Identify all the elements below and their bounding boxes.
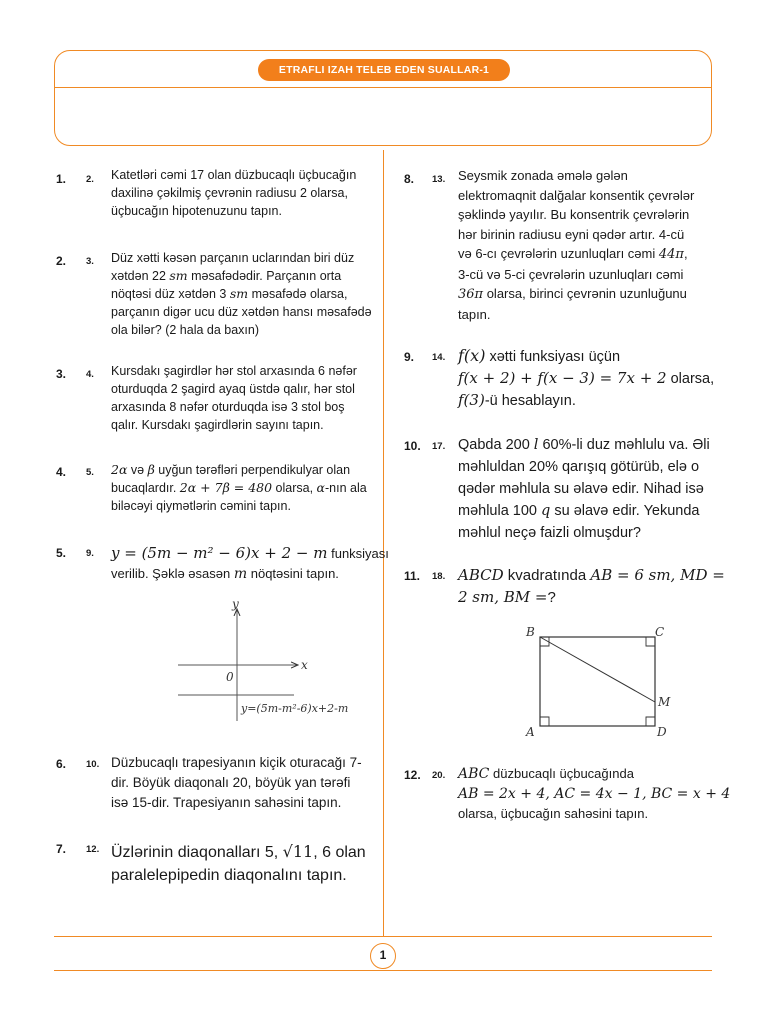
question-number: 7. [56, 842, 67, 856]
question-source-number: 2. [86, 174, 94, 185]
question-text: Düz xətti kəsən parçanın uclarından biri düz xətdən 22 sm məsafədədir. Parçanın orta nöqtəsi düz xətdən 3 sm məsafədə olarsa, parçanın digər ucu düz xətdən hansı məsafədə ola bilər? (2 hala da baxın) [111, 251, 372, 337]
header-box [54, 50, 712, 146]
question-text: Seysmik zonada əmələ gələn elektromaqnit dalğalar konsentik çevrələr şəklində yayılır. Bu konsentrik çevrələrin hər birinin radiusu eyni qədər artır. 4-cü və 6-cı çevrələrin uzunluqları cəmi 44π, 3-cü və 5-ci çevrələrin uzunluqları cəmi 36π olarsa, birinci çevrənin uzunluğunu tapın. [458, 168, 695, 322]
function-label: y=(5m-m²-6)x+2-m [241, 702, 349, 715]
footer-line-top [54, 936, 712, 937]
question-number: 2. [56, 254, 67, 268]
header-title: ETRAFLI IZAH TELEB EDEN SUALLAR-1 [258, 59, 510, 81]
square-abcd [540, 637, 655, 726]
question-number: 1. [56, 172, 67, 186]
question-number: 10. [404, 439, 421, 453]
question-text: Düzbucaqlı trapesiyanın kiçik oturacağı 7- dir. Böyük diaqonalı 20, böyük yan tərəfi isə 15-dir. Trapesiyanın sahəsini tapın. [111, 755, 362, 810]
segment-bm [540, 637, 655, 702]
question-text: f(x) xətti funksiyası üçün f(x + 2) + f(x − 3) = 7x + 2 olarsa, f(3)-ü hesablayın. [458, 346, 715, 409]
question-number: 5. [56, 546, 67, 560]
question-text: Üzlərinin diaqonalları 5, √11, 6 olan paralelepipedin diaqonalını tapın. [111, 842, 366, 884]
function-graph [170, 595, 370, 725]
right-angle-a [540, 717, 549, 726]
question-text: ABC düzbucaqlı üçbucağında AB = 2x + 4, AC = 4x − 1, BC = x + 4 olarsa, üçbucağın sahəsini tapın. [458, 766, 731, 821]
question-text: Katetləri cəmi 17 olan düzbucaqlı üçbucağın daxilinə çəkilmiş çevrənin radiusu 2 olarsa, üçbucağın hipotenuzunu tapın. [111, 168, 357, 218]
question-number: 9. [404, 350, 415, 364]
question-text: ABCD kvadratında AB = 6 sm, MD = 2 sm, BM =? [458, 566, 725, 606]
label-d: D [657, 725, 667, 739]
question-source-number: 14. [432, 352, 446, 363]
right-angle-d [646, 717, 655, 726]
question-text: Kursdakı şagirdlər hər stol arxasında 6 nəfər oturduqda 2 şagird ayaq üstdə qalır, hər stol arxasında 8 nəfər oturduqda isə 3 stol boş qalır. Kursdakı şagirdlərin sayını tapın. [111, 364, 357, 432]
header-divider [55, 87, 711, 88]
question-source-number: 10. [86, 759, 100, 770]
label-m: M [658, 695, 671, 709]
footer-line-bottom [54, 970, 712, 971]
label-b: B [526, 625, 535, 639]
square-figure [520, 622, 700, 744]
question-text: Qabda 200 l 60%-li duz məhlulu va. Əli məhluldan 20% qarışıq götürüb, elə o qədər məhlula su əlavə edir. Nihad isə məhlula 100 q su əlavə edir. Yekunda məhlul neçə faizli olmuşdur? [458, 437, 710, 541]
origin-label: 0 [226, 670, 234, 684]
question-source-number: 5. [86, 467, 94, 478]
question-source-number: 13. [432, 174, 446, 185]
x-axis-label: x [301, 658, 308, 672]
page-number: 1 [370, 943, 396, 969]
label-a: A [526, 725, 535, 739]
label-c: C [655, 625, 665, 639]
question-source-number: 17. [432, 441, 446, 452]
question-number: 3. [56, 367, 67, 381]
question-source-number: 20. [432, 770, 446, 781]
question-number: 8. [404, 172, 415, 186]
question-source-number: 18. [432, 571, 446, 582]
question-number: 4. [56, 465, 67, 479]
question-number: 11. [404, 569, 421, 583]
y-axis-label: y [232, 597, 239, 611]
question-source-number: 4. [86, 369, 94, 380]
question-number: 12. [404, 768, 421, 782]
question-text: 2α və β uyğun tərəfləri perpendikulyar olan bucaqlardır. 2α + 7β = 480 olarsa, α-nın ala biləcəyi qiymətlərin cəmini tapın. [111, 462, 367, 513]
question-source-number: 12. [86, 844, 100, 855]
right-angle-c [646, 637, 655, 646]
question-text: y = (5m − m² − 6)x + 2 − m funksiyası verilib. Şəklə əsasən m nöqtəsini tapın. [111, 544, 389, 582]
question-source-number: 3. [86, 256, 94, 267]
question-number: 6. [56, 757, 67, 771]
question-source-number: 9. [86, 548, 94, 559]
